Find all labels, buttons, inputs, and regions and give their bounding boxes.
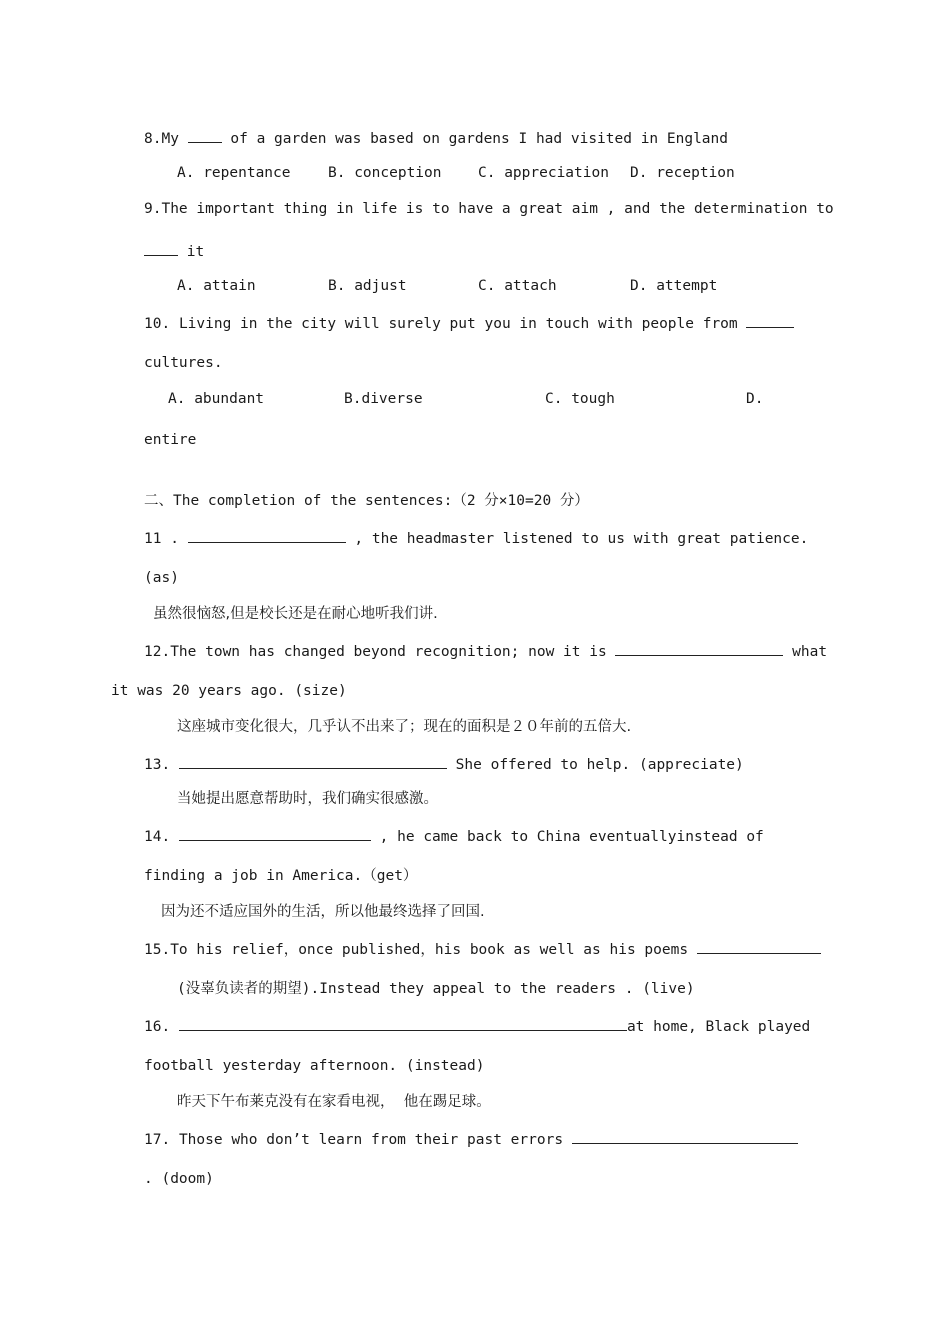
question-text: The town has changed beyond recognition; now it is — [170, 644, 607, 660]
option-b[interactable]: B.diverse — [344, 391, 423, 407]
question-number: 9. — [144, 201, 162, 217]
answer-blank[interactable] — [144, 241, 178, 256]
question-15-line2: (没辜负读者的期望).Instead they appeal to the readers . (live) — [177, 981, 695, 997]
question-text: The important thing in life is to have a great aim , and the determination to — [161, 201, 834, 217]
question-text: Those who don’t learn from their past errors — [178, 1132, 564, 1148]
answer-blank[interactable] — [188, 128, 222, 143]
question-number: 15. — [144, 942, 171, 958]
question-number: 10. — [144, 316, 171, 332]
question-9-line2 — [144, 241, 204, 261]
question-text: it — [186, 244, 205, 260]
option-d[interactable]: D. — [746, 391, 764, 407]
option-b[interactable]: B. conception — [328, 165, 442, 181]
option-d[interactable]: D. attempt — [630, 278, 718, 294]
question-text: , the headmaster listened to us with great patience. — [354, 531, 809, 547]
question-14-line2: finding a job in America.（get） — [144, 868, 418, 884]
option-a[interactable]: A. repentance — [177, 165, 291, 181]
chinese-translation: 当她提出愿意帮助时，我们确实很感激。 — [177, 791, 438, 807]
question-13 — [144, 754, 744, 774]
question-15 — [144, 939, 821, 959]
answer-blank[interactable] — [697, 939, 821, 954]
question-text: at home, Black played — [626, 1019, 811, 1035]
question-10 — [144, 313, 794, 333]
question-14 — [144, 826, 764, 846]
question-12-line2: it was 20 years ago. (size) — [111, 683, 347, 699]
chinese-translation: 虽然很恼怒,但是校长还是在耐心地听我们讲. — [153, 606, 438, 622]
question-16 — [144, 1016, 810, 1036]
answer-blank[interactable] — [615, 641, 783, 656]
question-11 — [144, 528, 808, 548]
option-c[interactable]: C. appreciation — [478, 165, 609, 181]
question-number: 16. — [144, 1019, 171, 1035]
option-a[interactable]: A. abundant — [168, 391, 265, 407]
question-number: 12. — [144, 644, 171, 660]
question-text: Living in the city will surely put you in touch with people from — [178, 316, 738, 332]
option-c[interactable]: C. tough — [545, 391, 615, 407]
question-17-line2: . (doom) — [144, 1171, 214, 1187]
option-d[interactable]: D. reception — [630, 165, 735, 181]
question-number: 11 . — [144, 531, 179, 547]
question-17 — [144, 1129, 798, 1149]
answer-blank[interactable] — [746, 313, 794, 328]
answer-blank[interactable] — [179, 1016, 627, 1031]
question-8 — [144, 128, 728, 148]
answer-blank[interactable] — [179, 754, 447, 769]
option-b[interactable]: B. adjust — [328, 278, 407, 294]
question-9 — [144, 200, 834, 218]
question-number: 14. — [144, 829, 171, 845]
chinese-translation: 这座城市变化很大，几乎认不出来了；现在的面积是２０年前的五倍大. — [177, 719, 632, 735]
answer-blank[interactable] — [179, 826, 371, 841]
answer-blank[interactable] — [572, 1129, 798, 1144]
chinese-translation: 因为还不适应国外的生活，所以他最终选择了回国. — [161, 904, 485, 920]
question-16-line2: football yesterday afternoon. (instead) — [144, 1058, 485, 1074]
question-number: 8. — [144, 131, 162, 147]
question-number: 13. — [144, 757, 171, 773]
question-text: what — [792, 644, 828, 660]
question-10-line2: cultures. — [144, 355, 223, 371]
question-text: of a garden was based on gardens I had visited in England — [230, 131, 729, 147]
question-text: To his relief，once published，his book as well as his poems — [170, 942, 689, 958]
chinese-translation: 昨天下午布莱克没有在家看电视， 他在踢足球。 — [177, 1094, 491, 1110]
section-heading: 二、The completion of the sentences:（2 分×10=20 分） — [144, 493, 589, 509]
question-text: She offered to help. (appreciate) — [455, 757, 744, 773]
question-number: 17. — [144, 1132, 171, 1148]
answer-blank[interactable] — [188, 528, 346, 543]
question-text: My — [161, 131, 179, 147]
question-text: , he came back to China eventuallyinstead of — [379, 829, 764, 845]
option-d-text: entire — [144, 432, 197, 448]
question-hint: (as) — [144, 570, 179, 586]
option-a[interactable]: A. attain — [177, 278, 256, 294]
option-c[interactable]: C. attach — [478, 278, 557, 294]
question-12 — [144, 641, 827, 661]
